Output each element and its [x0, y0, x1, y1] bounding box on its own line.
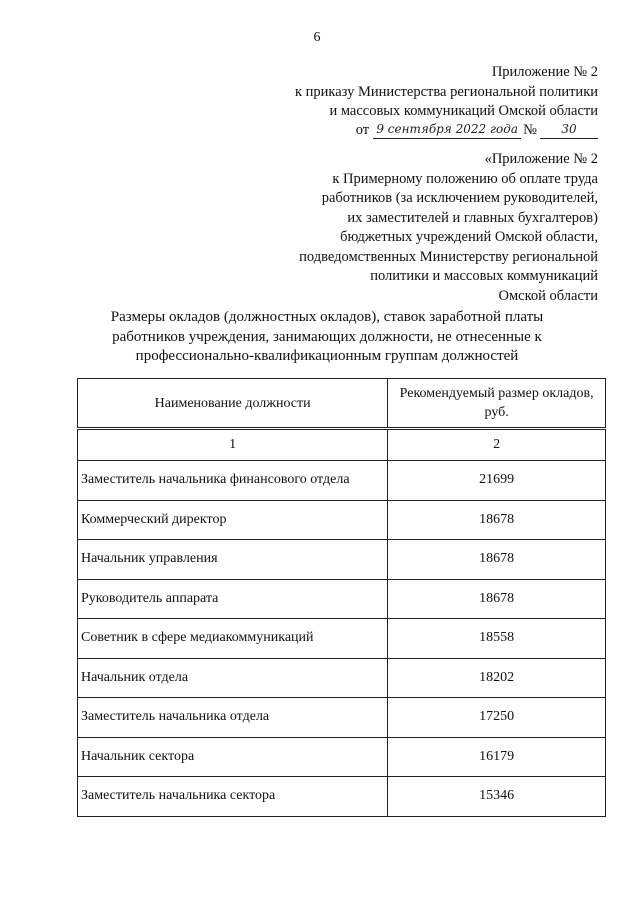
column-number: 1	[78, 429, 388, 461]
position-cell: Заместитель начальника сектора	[78, 777, 388, 817]
order-date-line	[356, 121, 598, 139]
table-row	[78, 540, 606, 580]
inner-appendix-line: «Приложение № 2	[484, 151, 598, 167]
header-salary: Рекомендуемый размер окладов, руб.	[388, 379, 606, 429]
position-cell: Коммерческий директор	[78, 500, 388, 540]
table-row	[78, 500, 606, 540]
handwritten-number: 30	[540, 121, 598, 139]
table-row	[78, 461, 606, 501]
table-header-row	[78, 379, 606, 429]
salary-cell: 18202	[388, 658, 606, 698]
page-number: 6	[313, 30, 321, 45]
column-number: 2	[388, 429, 606, 461]
inner-appendix-line: работников (за исключением руководителей,	[321, 190, 598, 206]
heading-line: работников учреждения, занимающих должности, не отнесенные к	[112, 328, 542, 345]
handwritten-date: 9 сентября 2022 года	[373, 121, 521, 139]
appendix-line: и массовых коммуникаций Омской области	[329, 103, 598, 119]
position-cell: Руководитель аппарата	[78, 579, 388, 619]
table-row	[78, 777, 606, 817]
table-row	[78, 579, 606, 619]
position-cell: Начальник сектора	[78, 737, 388, 777]
inner-appendix-line: к Примерному положению об оплате труда	[332, 170, 598, 187]
salary-cell: 16179	[388, 737, 606, 777]
table-row	[78, 658, 606, 698]
position-cell: Начальник управления	[78, 540, 388, 580]
table-heading	[60, 308, 594, 367]
salary-table	[77, 378, 606, 817]
salary-cell: 18678	[388, 500, 606, 540]
position-cell: Заместитель начальника отдела	[78, 698, 388, 738]
inner-appendix-line: Омской области	[498, 287, 598, 304]
appendix-line: Приложение № 2	[491, 64, 598, 80]
heading-line: профессионально-квалификационным группам должностей	[135, 348, 519, 364]
inner-appendix-line: их заместителей и главных бухгалтеров)	[347, 209, 598, 226]
inner-appendix-line: подведомственных Министерству региональной	[299, 248, 598, 265]
table-row	[78, 737, 606, 777]
heading-line: Размеры окладов (должностных окладов), ставок заработной платы	[110, 309, 544, 325]
salary-cell: 18678	[388, 540, 606, 580]
column-number-row	[78, 429, 606, 461]
inner-appendix-header	[299, 150, 598, 306]
table-row	[78, 698, 606, 738]
salary-cell: 18678	[388, 579, 606, 619]
table-row	[78, 619, 606, 659]
date-prefix: от	[355, 122, 370, 138]
position-cell: Заместитель начальника финансового отдела	[78, 461, 388, 501]
salary-cell: 15346	[388, 777, 606, 817]
salary-cell: 17250	[388, 698, 606, 738]
salary-cell: 21699	[388, 461, 606, 501]
salary-cell: 18558	[388, 619, 606, 659]
position-cell: Начальник отдела	[78, 658, 388, 698]
appendix-line: к приказу Министерства региональной политики	[294, 83, 598, 100]
appendix-header	[295, 63, 598, 122]
inner-appendix-line: политики и массовых коммуникаций	[370, 268, 598, 284]
number-label: №	[523, 122, 537, 138]
inner-appendix-line: бюджетных учреждений Омской области,	[340, 229, 598, 245]
position-cell: Советник в сфере медиакоммуникаций	[78, 619, 388, 659]
header-position: Наименование должности	[78, 379, 388, 429]
